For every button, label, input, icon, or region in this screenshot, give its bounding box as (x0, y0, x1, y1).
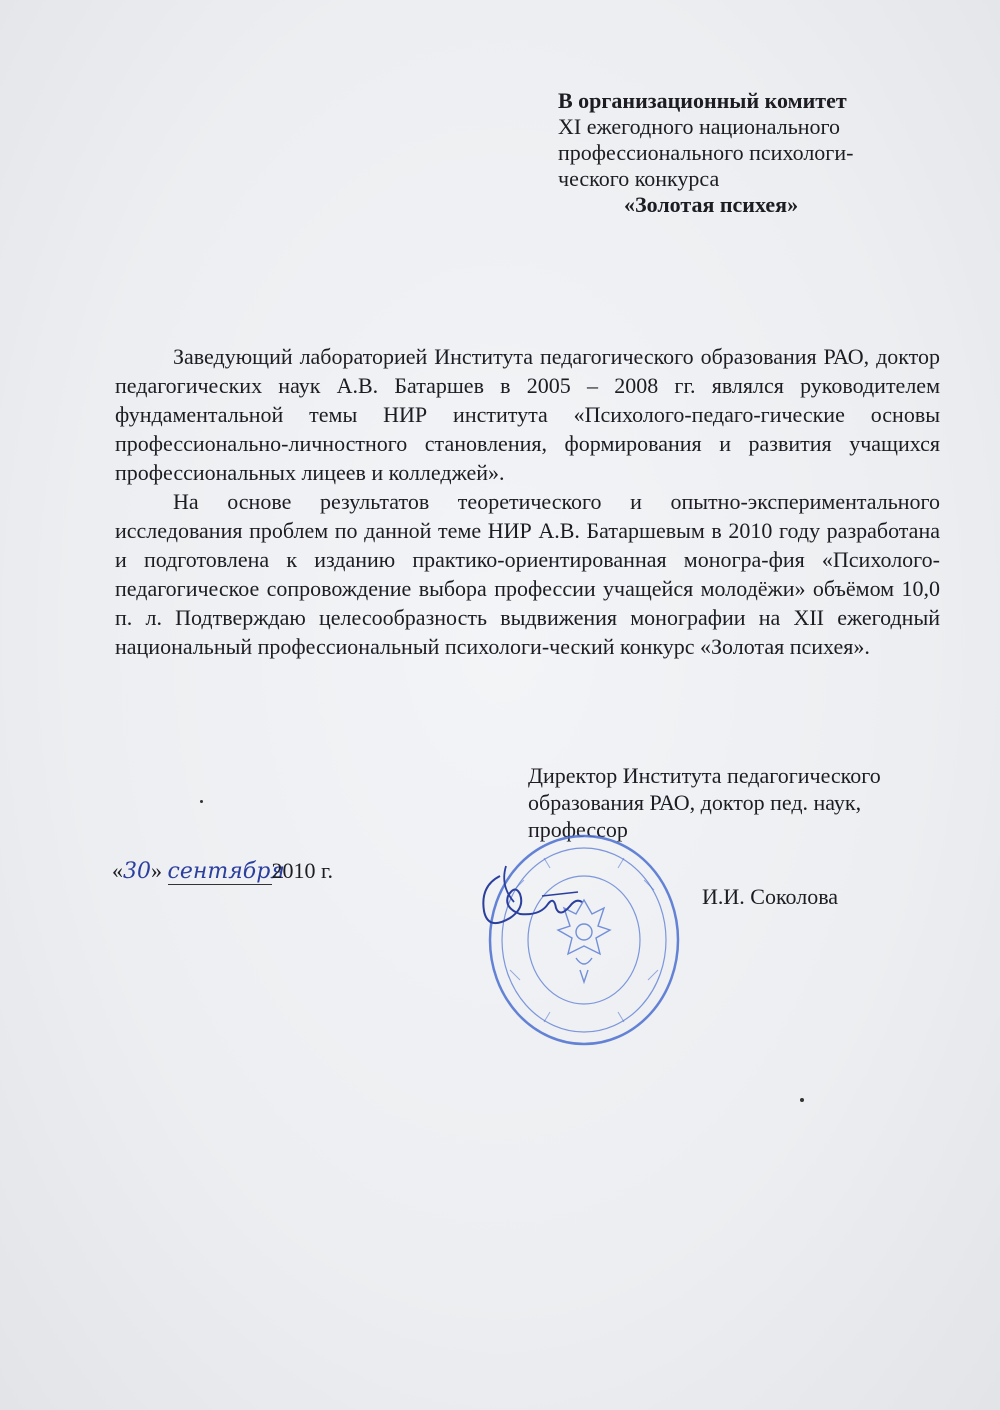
letter-body (115, 342, 940, 661)
signer-position-line-3: профессор (528, 817, 628, 842)
addressee-line-2: профессионального психологи- (558, 140, 854, 165)
date-open-quote: « (112, 858, 123, 883)
addressee-block (558, 88, 888, 218)
paragraph-2: На основе результатов теоретического и опытно-экспериментального исследования проблем по данной теме НИР А.В. Батаршевым в 2010 году разработана и подготовлена к изданию практико-ориентированная моногра-фия «Психолого-педагогическое сопровождение выбора профессии учащейся молодёжи» объёмом 10,0 п. л. Подтверждаю целесообразность выдвижения монографии на XII ежегодный национальный профессиональный психологи-ческий конкурс «Золотая психея». (115, 489, 940, 659)
paper-speck (200, 800, 203, 803)
addressee-title: В организационный комитет (558, 88, 847, 113)
addressee-line-3: ческого конкурса (558, 166, 720, 191)
letter-date (112, 858, 333, 885)
paper-speck (800, 1098, 804, 1102)
date-close-quote: » (151, 858, 162, 883)
date-year: 2010 г. (271, 858, 334, 883)
date-day: 30 (123, 859, 151, 884)
signer-position-line-1: Директор Института педагогического (528, 763, 881, 788)
signature (470, 856, 590, 946)
addressee-line-1: XI ежегодного национального (558, 114, 841, 139)
date-month: сентября (167, 859, 285, 884)
signer-position-line-2: образования РАО, доктор пед. наук, (528, 790, 862, 815)
paragraph-1: Заведующий лабораторией Института педагогического образования РАО, доктор педагогических наук А.В. Батаршев в 2005 – 2008 гг. являлся руководителем фундаментальной темы НИР института «Психолого-педаго-гические основы профессионально-личностного становления, формирования и развития учащихся профессиональных лицеев и колледжей». (115, 344, 940, 485)
signer-name: И.И. Соколова (702, 884, 839, 909)
contest-name: «Золотая психея» (624, 192, 799, 217)
